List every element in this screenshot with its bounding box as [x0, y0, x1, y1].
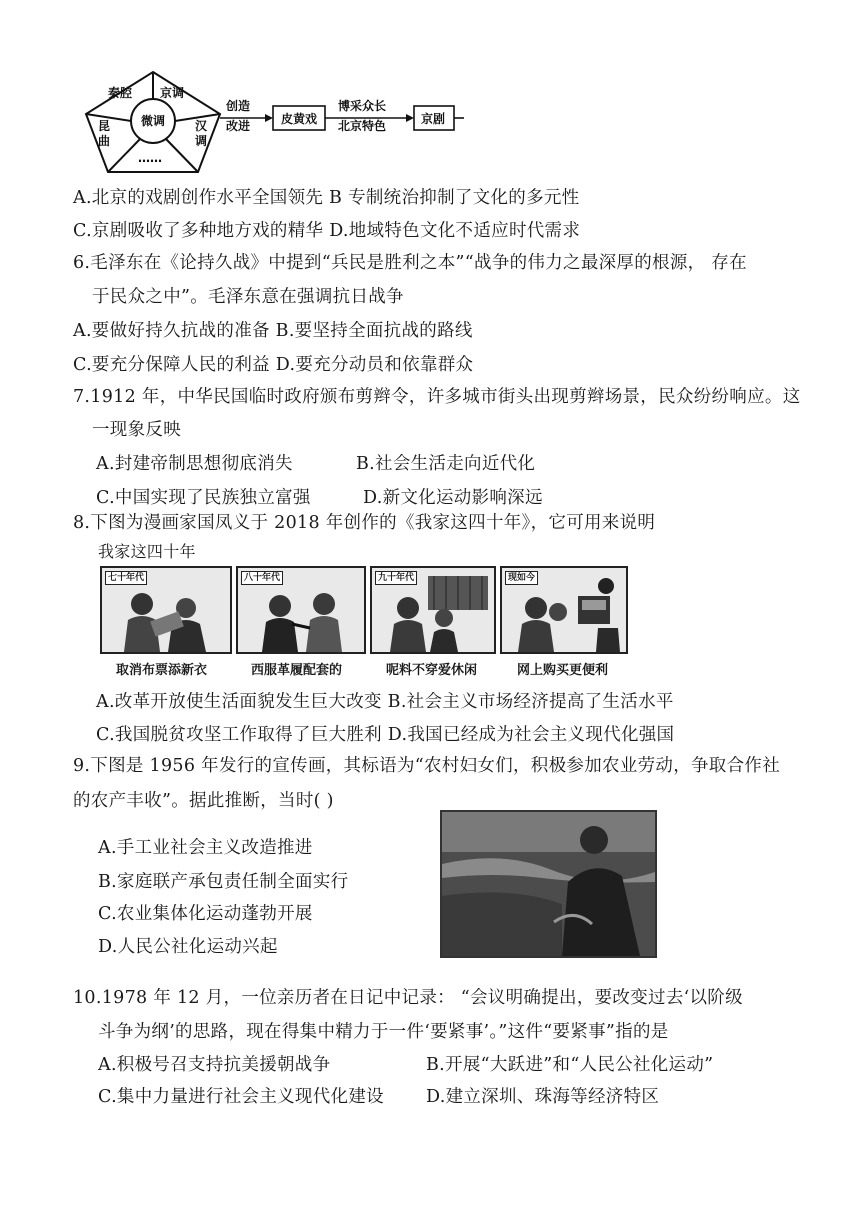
q7-stem-line1: 7.1912 年，中华民国临时政府颁布剪辫令，许多城市街头出现剪辫场景，民众纷纷响应。这: [73, 387, 801, 407]
cartoon-panel-1: [100, 566, 232, 654]
q10-stem-line1: 10.1978 年 12 月，一位亲历者在日记中记录： “会议明确提出，要改变过去‘以阶级: [73, 988, 743, 1008]
q6-stem-line2: 于民众之中”。毛泽东意在强调抗日战争: [92, 287, 404, 307]
q7-option-b: B.社会生活走向近代化: [356, 454, 536, 474]
q6-options-line1: A.要做好持久抗战的准备 B.要坚持全面抗战的路线: [73, 321, 473, 341]
pentagon-left-label-1: 昆: [98, 119, 111, 133]
pentagon-top-left-label: 秦腔: [108, 86, 133, 100]
q7-option-a: A.封建帝制思想彻底消失: [96, 454, 293, 474]
cartoon-panel-2: [236, 566, 366, 654]
box-pihuang: 皮黄戏: [281, 112, 318, 126]
q10-stem-line2: 斗争为纲’的思路，现在得集中精力于一件‘要紧事’。”这件“要紧事”指的是: [98, 1022, 669, 1042]
q7-option-d: D.新文化运动影响深远: [363, 488, 543, 508]
pentagon-right-label-2: 调: [195, 134, 208, 148]
q9-option-d: D.人民公社化运动兴起: [98, 937, 278, 957]
cartoon-caption-1: 取消布票添新衣: [116, 663, 208, 678]
arrow2-line2: 北京特色: [338, 119, 387, 133]
q7-stem-line2: 一现象反映: [92, 420, 181, 440]
cartoon-panel-2-tag: 八十年代: [241, 571, 283, 585]
q9-stem-line1: 9.下图是 1956 年发行的宣传画，其标语为“农村妇女们，积极参加农业劳动，争取合作社: [73, 756, 781, 776]
q9-option-c: C.农业集体化运动蓬勃开展: [98, 904, 313, 924]
pentagon-center-label: 微调: [141, 114, 166, 128]
pentagon-diagram: [86, 72, 220, 172]
pentagon-top-right-label: 京调: [160, 86, 185, 100]
q8-stem: 8.下图为漫画家国凤义于 2018 年创作的《我家这四十年》，它可用来说明: [73, 513, 656, 533]
q5-options-line1: A.北京的戏剧创作水平全国领先 B 专制统治抑制了文化的多元性: [73, 188, 580, 208]
pentagon-right-label-1: 汉: [195, 119, 208, 133]
q9-stem-line2: 的农产丰收”。据此推断，当时( ): [73, 791, 334, 811]
q6-stem-line1: 6.毛泽东在《论持久战》中提到“兵民是胜利之本”“战争的伟力之最深厚的根源， 存在: [73, 253, 747, 273]
opera-origin-diagram: [78, 66, 468, 178]
q10-option-b: B.开展“大跃进”和“人民公社化运动”: [426, 1055, 714, 1075]
q9-option-b: B.家庭联产承包责任制全面实行: [98, 872, 349, 892]
cartoon-caption-2: 西服革履配套的: [251, 663, 343, 678]
q10-option-d: D.建立深圳、珠海等经济特区: [426, 1087, 660, 1107]
q5-options-line2: C.京剧吸收了多种地方戏的精华 D.地域特色文化不适应时代需求: [73, 221, 581, 241]
arrow1-line2: 改进: [226, 119, 251, 133]
q8-options-line2: C.我国脱贫攻坚工作取得了巨大胜利 D.我国已经成为社会主义现代化强国: [96, 725, 675, 745]
box-jingju: 京剧: [421, 112, 446, 126]
flow-arrows: [220, 98, 464, 133]
q6-options-line2: C.要充分保障人民的利益 D.要充分动员和依靠群众: [73, 355, 474, 375]
q9-option-a: A.手工业社会主义改造推进: [98, 838, 313, 858]
pentagon-bottom-label: ……: [138, 151, 162, 165]
propaganda-poster-image: [440, 810, 657, 958]
q8-options-line1: A.改革开放使生活面貌发生巨大改变 B.社会主义市场经济提高了生活水平: [96, 692, 674, 712]
cartoon-panel-3: [370, 566, 496, 654]
q10-option-a: A.积极号召支持抗美援朝战争: [98, 1055, 331, 1075]
q8-cartoon-title: 我家这四十年: [98, 542, 196, 561]
q10-option-c: C.集中力量进行社会主义现代化建设: [98, 1087, 384, 1107]
pentagon-left-label-2: 曲: [98, 134, 111, 148]
cartoon-caption-3: 呢料不穿爱休闲: [386, 663, 478, 678]
cartoon-panel-1-tag: 七十年代: [105, 571, 147, 585]
cartoon-caption-4: 网上购买更便利: [517, 663, 609, 678]
cartoon-panel-4: [500, 566, 628, 654]
cartoon-panel-3-tag: 九十年代: [375, 571, 417, 585]
cartoon-panel-4-tag: 现如今: [505, 571, 538, 585]
arrow1-line1: 创造: [226, 99, 251, 113]
arrow2-line1: 博采众长: [338, 99, 387, 113]
q7-option-c: C.中国实现了民族独立富强: [96, 488, 311, 508]
